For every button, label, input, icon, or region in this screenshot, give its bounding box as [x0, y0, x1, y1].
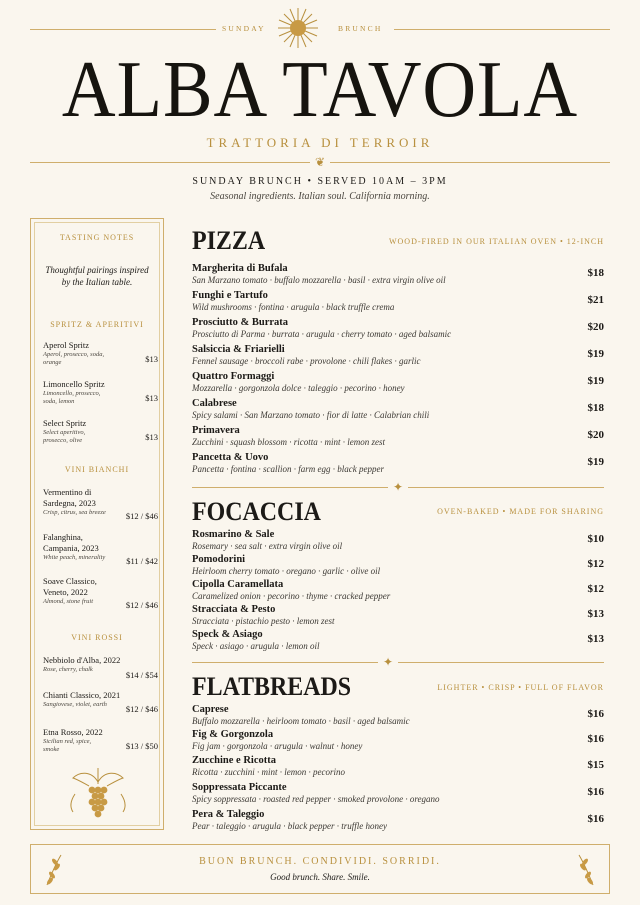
- item-price: $16: [587, 733, 604, 745]
- tagline: Seasonal ingredients. Italian soul. California morning.: [210, 191, 430, 202]
- drink-item: [43, 487, 158, 521]
- drink-item: [43, 655, 158, 680]
- item-name: Quattro Formaggi: [192, 371, 275, 382]
- item-name: Pomodorini: [192, 554, 246, 565]
- drink-item: [43, 418, 158, 445]
- restaurant-subtitle: TRATTORIA DI TERROIR: [206, 135, 434, 150]
- drink-desc: White peach, minerality: [43, 554, 106, 561]
- item-name: Zucchine e Ricotta: [192, 755, 276, 766]
- item-price: $16: [587, 813, 604, 825]
- item-desc: San Marzano tomato · buffalo mozzarella · basil · extra virgin olive oil: [192, 275, 446, 285]
- drink-name: Etna Rosso, 2022: [43, 727, 103, 737]
- menu-item: [192, 579, 604, 602]
- drink-desc: Sicilian red, spice, smoke: [43, 738, 92, 753]
- item-name: Fig & Gorgonzola: [192, 729, 274, 740]
- header-left-label: SUNDAY: [222, 24, 266, 33]
- item-name: Stracciata & Pesto: [192, 604, 276, 615]
- drink-name: Chianti Classico, 2021: [43, 690, 121, 700]
- item-price: $19: [587, 456, 604, 468]
- menu-item: [192, 263, 604, 286]
- item-name: Pera & Taleggio: [192, 809, 265, 820]
- header-rule-right: [394, 29, 610, 30]
- drink-item: [43, 379, 158, 406]
- item-price: $12: [587, 558, 604, 570]
- item-name: Cipolla Caramellata: [192, 579, 284, 590]
- drink-item: [43, 727, 158, 754]
- menu-item: [192, 604, 604, 627]
- drink-price: $12 / $46: [125, 511, 158, 521]
- section-note: WOOD-FIRED IN OUR ITALIAN OVEN • 12-INCH: [388, 237, 604, 246]
- drink-desc: Rose, cherry, chalk: [43, 666, 93, 673]
- drink-name: Select Spritz: [43, 418, 87, 428]
- item-price: $13: [587, 608, 604, 620]
- olive-sprig-icon: [575, 853, 597, 887]
- item-price: $19: [587, 348, 604, 360]
- drink-price: $11 / $42: [126, 556, 158, 566]
- menu-item: [192, 782, 604, 805]
- restaurant-title: ALBA TAVOLA: [61, 46, 579, 134]
- drink-desc: Select aperitivo, prosecco, olive: [43, 429, 86, 444]
- menu-item: [192, 755, 604, 778]
- item-desc: Rosemary · sea salt · extra virgin olive oil: [192, 541, 343, 551]
- drink-name: Vermentino di Sardegna, 2023: [43, 487, 96, 508]
- section-note: LIGHTER • CRISP • FULL OF FLAVOR: [437, 683, 604, 692]
- drink-item: [43, 690, 158, 714]
- item-desc: Stracciata · pistachio pesto · lemon zest: [192, 616, 335, 626]
- item-name: Funghi e Tartufo: [192, 290, 268, 301]
- item-name: Pancetta & Uovo: [192, 452, 269, 463]
- drink-desc: Sangiovese, violet, earth: [43, 701, 107, 708]
- item-price: $20: [587, 321, 604, 333]
- item-price: $18: [587, 267, 604, 279]
- menu-item: [192, 629, 604, 652]
- drink-desc: Almond, stone fruit: [43, 598, 94, 605]
- section-title: FLATBREADS: [192, 672, 352, 701]
- item-desc: Spicy soppressata · roasted red pepper · smoked provolone · oregano: [192, 794, 440, 804]
- sidebar-intro: Thoughtful pairings inspired by the Italian table.: [45, 265, 149, 287]
- item-name: Primavera: [192, 425, 240, 436]
- menu-item: [192, 344, 604, 367]
- item-price: $18: [587, 402, 604, 414]
- section-note: OVEN-BAKED • MADE FOR SHARING: [437, 507, 604, 516]
- sidebar-group-title: SPRITZ & APERITIVI: [50, 320, 144, 329]
- item-desc: Mozzarella · gorgonzola dolce · taleggio · pecorino · honey: [192, 383, 405, 393]
- item-desc: Pear · taleggio · arugula · black pepper · truffle honey: [192, 821, 387, 831]
- drink-desc: Limoncello, prosecco, soda, lemon: [43, 390, 101, 405]
- service-hours: SUNDAY BRUNCH • SERVED 10AM – 3PM: [192, 176, 448, 187]
- drink-desc: Aperol, prosecco, soda, orange: [43, 351, 105, 366]
- section-title: FOCACCIA: [192, 497, 321, 526]
- item-name: Salsiccia & Friarielli: [192, 344, 285, 355]
- menu-item: [192, 371, 604, 394]
- item-price: $20: [587, 429, 604, 441]
- drink-name: Nebbiolo d'Alba, 2022: [43, 655, 121, 665]
- fleur-ornament-icon: ✦: [388, 481, 408, 493]
- sidebar-group-title: VINI BIANCHI: [64, 465, 130, 474]
- item-desc: Speck · asiago · arugula · lemon oil: [192, 641, 320, 651]
- drink-price: $13: [145, 393, 158, 403]
- item-price: $19: [587, 375, 604, 387]
- item-price: $10: [587, 533, 604, 545]
- item-price: $13: [587, 633, 604, 645]
- item-price: $15: [587, 759, 604, 771]
- section-title: PIZZA: [192, 226, 266, 255]
- item-desc: Prosciutto di Parma · burrata · arugula · cherry tomato · aged balsamic: [192, 329, 452, 339]
- section-divider: [192, 662, 604, 663]
- item-desc: Heirloom cherry tomato · oregano · garlic · olive oil: [192, 566, 381, 576]
- drink-name: Limoncello Spritz: [43, 379, 105, 389]
- item-desc: Fig jam · gorgonzola · arugula · walnut · honey: [192, 741, 363, 751]
- drink-price: $13: [145, 432, 158, 442]
- drink-desc: Crisp, citrus, sea breeze: [43, 509, 106, 516]
- item-desc: Fennel sausage · broccoli rabe · provolone · chili flakes · garlic: [192, 356, 421, 366]
- item-name: Calabrese: [192, 398, 237, 409]
- menu-item: [192, 704, 604, 727]
- item-price: $12: [587, 583, 604, 595]
- item-desc: Wild mushrooms · fontina · arugula · black truffle crema: [192, 302, 395, 312]
- drink-item: [43, 532, 158, 566]
- item-desc: Zucchini · squash blossom · ricotta · mint · lemon zest: [192, 437, 385, 447]
- menu-item: [192, 554, 604, 577]
- item-desc: Buffalo mozzarella · heirloom tomato · basil · aged balsamic: [192, 716, 410, 726]
- fleur-ornament-icon: ✦: [378, 656, 398, 668]
- footer-translation: Good brunch. Share. Smile.: [270, 872, 370, 882]
- drink-item: [43, 576, 158, 610]
- menu-item: [192, 529, 604, 552]
- item-desc: Ricotta · zucchini · mint · lemon · pecorino: [192, 767, 345, 777]
- header-rule-left: [30, 29, 216, 30]
- item-price: $16: [587, 708, 604, 720]
- menu-item: [192, 809, 604, 832]
- drink-name: Aperol Spritz: [43, 340, 90, 350]
- item-desc: Caramelized onion · pecorino · thyme · cracked pepper: [192, 591, 391, 601]
- grapes-icon: [65, 764, 131, 824]
- item-desc: Spicy salami · San Marzano tomato · fior di latte · Calabrian chili: [192, 410, 430, 420]
- item-name: Speck & Asiago: [192, 629, 263, 640]
- drink-price: $12 / $46: [125, 600, 158, 610]
- menu-item: [192, 317, 604, 340]
- sidebar-group-title: VINI ROSSI: [71, 633, 123, 642]
- menu-item: [192, 425, 604, 448]
- drink-price: $13 / $50: [125, 741, 158, 751]
- item-name: Prosciutto & Burrata: [192, 317, 289, 328]
- fleur-ornament-icon: ❦: [310, 156, 330, 168]
- item-price: $21: [587, 294, 604, 306]
- item-name: Rosmarino & Sale: [192, 529, 275, 540]
- header-right-label: BRUNCH: [338, 24, 383, 33]
- item-desc: Pancetta · fontina · scallion · farm egg · black pepper: [192, 464, 384, 474]
- item-name: Soppressata Piccante: [192, 782, 287, 793]
- tasting-notes-sidebar: [30, 218, 164, 830]
- drink-price: $13: [145, 354, 158, 364]
- sun-icon: [276, 6, 320, 50]
- footer-motto: BUON BRUNCH. CONDIVIDI. SORRIDI.: [199, 856, 441, 867]
- menu-item: [192, 452, 604, 475]
- drink-name: Soave Classico, Veneto, 2022: [43, 576, 97, 597]
- item-name: Margherita di Bufala: [192, 263, 288, 274]
- item-name: Caprese: [192, 704, 229, 715]
- menu-item: [192, 729, 604, 752]
- menu-item: [192, 398, 604, 421]
- sidebar-heading: TASTING NOTES: [59, 233, 135, 242]
- drink-price: $12 / $46: [125, 704, 158, 714]
- footer-banner: [30, 844, 610, 894]
- drink-name: Falanghina, Campania, 2023: [43, 532, 99, 553]
- drink-price: $14 / $54: [125, 670, 158, 680]
- drink-item: [43, 340, 158, 367]
- item-price: $16: [587, 786, 604, 798]
- menu-item: [192, 290, 604, 313]
